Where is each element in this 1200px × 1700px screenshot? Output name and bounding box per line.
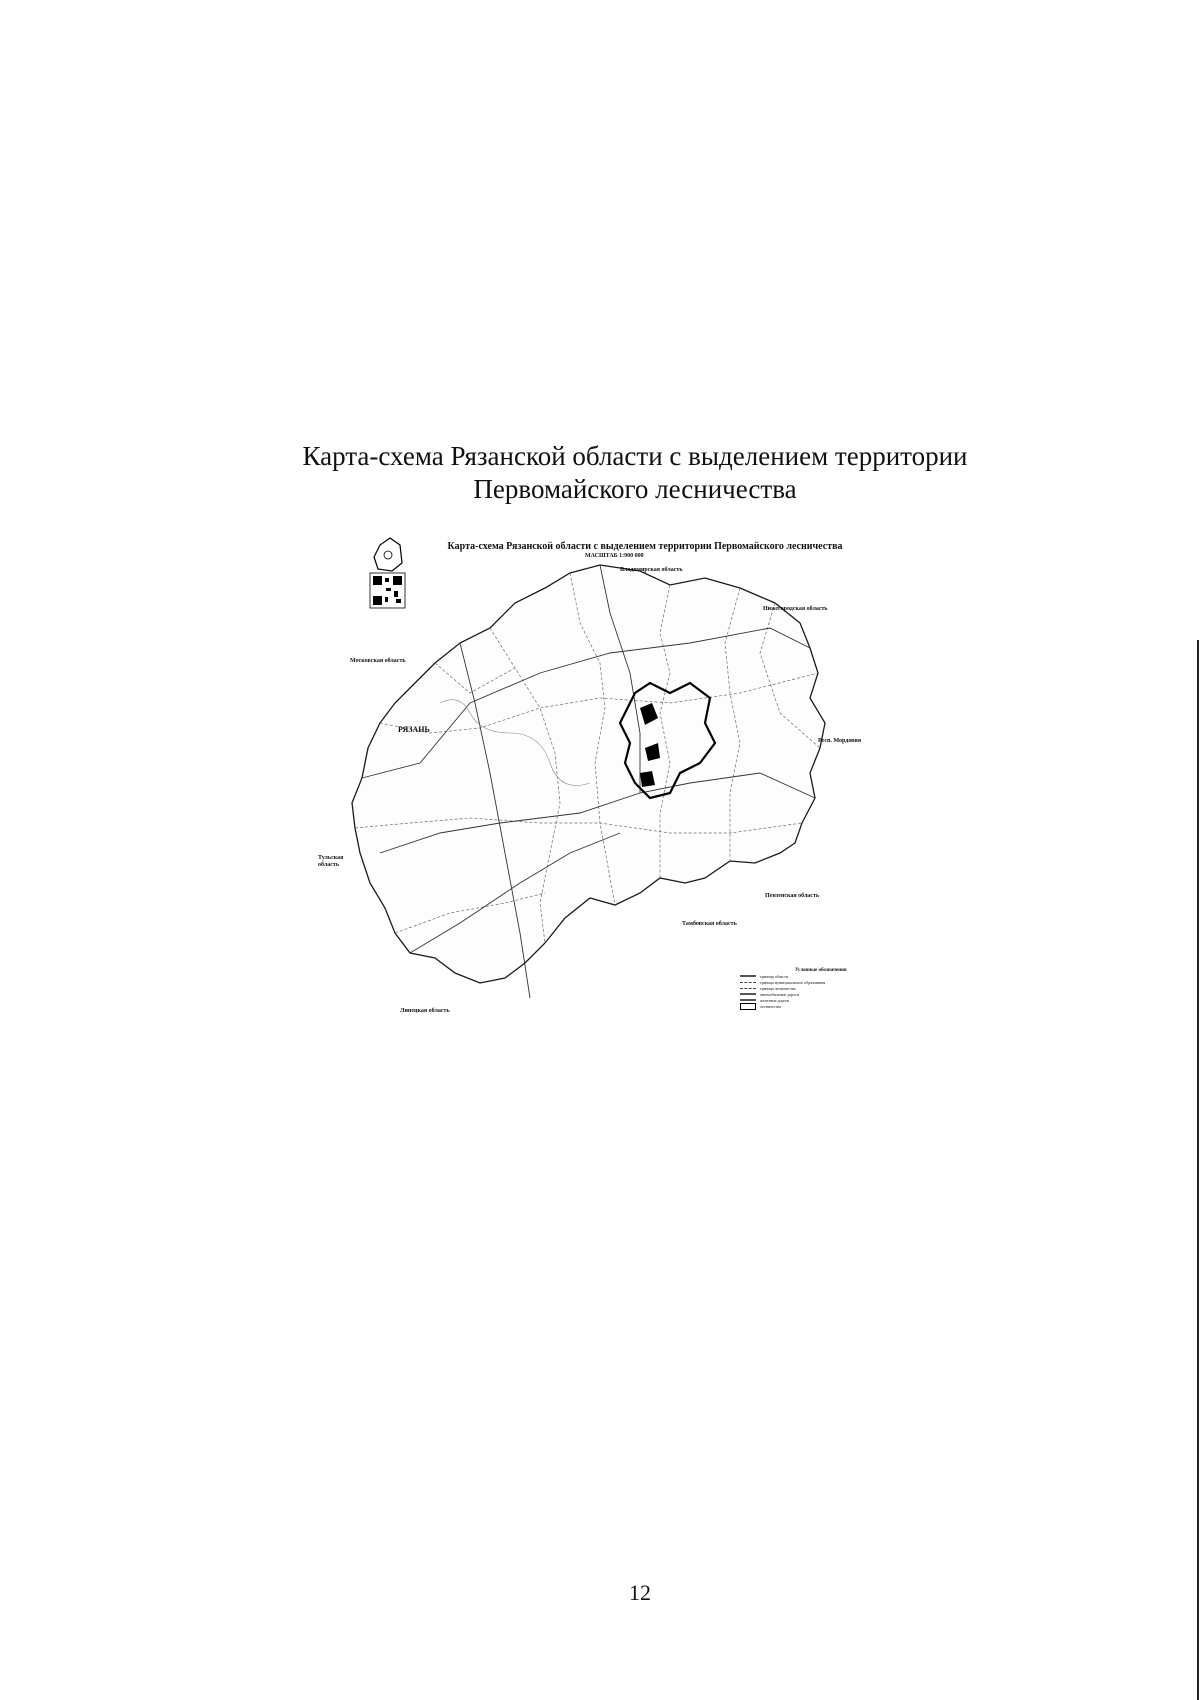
map-inner-title: Карта-схема Рязанской области с выделением территории Первомайского лесничества [447, 541, 843, 552]
legend-symbol [740, 988, 756, 989]
legend-item: граница муниципального образования [740, 979, 910, 985]
legend-symbol [740, 993, 756, 995]
label-southwest-bottom: Липецкая область [400, 1008, 450, 1014]
page-title [240, 440, 1030, 506]
map-legend [740, 968, 910, 1009]
legend-symbol [740, 975, 756, 977]
map-scale: МАСШТАБ 1:900 000 [585, 553, 644, 559]
title-line-2: Первомайского лесничества [473, 474, 797, 504]
legend-item: автомобильные дороги [740, 991, 910, 997]
region-emblem-icon [374, 538, 402, 571]
map-figure [318, 533, 915, 1033]
legend-symbol [740, 982, 756, 983]
label-south: Тамбовская область [682, 921, 737, 927]
label-southeast: Пензенская область [765, 893, 820, 899]
legend-item: граница лесничества [740, 985, 910, 991]
legend-item: лесничество [740, 1003, 910, 1009]
qr-code-icon [370, 573, 405, 608]
legend-title: Условные обозначения [795, 968, 847, 973]
legend-item: граница области [740, 973, 910, 979]
legend-symbol [740, 1003, 756, 1010]
label-north: Владимирская область [620, 567, 683, 573]
legend-item: железные дороги [740, 997, 910, 1003]
label-city: РЯЗАНЬ [398, 725, 430, 734]
page-number: 12 [629, 1580, 651, 1605]
label-east: Респ. Мордовия [818, 738, 862, 744]
map-drawing [340, 533, 915, 1033]
label-southwest: Тульская область [318, 855, 344, 868]
legend-symbol [740, 999, 756, 1001]
label-northeast: Нижегородская область [763, 606, 828, 612]
scan-edge-line [1197, 640, 1199, 1700]
title-line-1: Карта-схема Рязанской области с выделением территории [302, 441, 968, 471]
label-west: Московская область [350, 658, 406, 664]
